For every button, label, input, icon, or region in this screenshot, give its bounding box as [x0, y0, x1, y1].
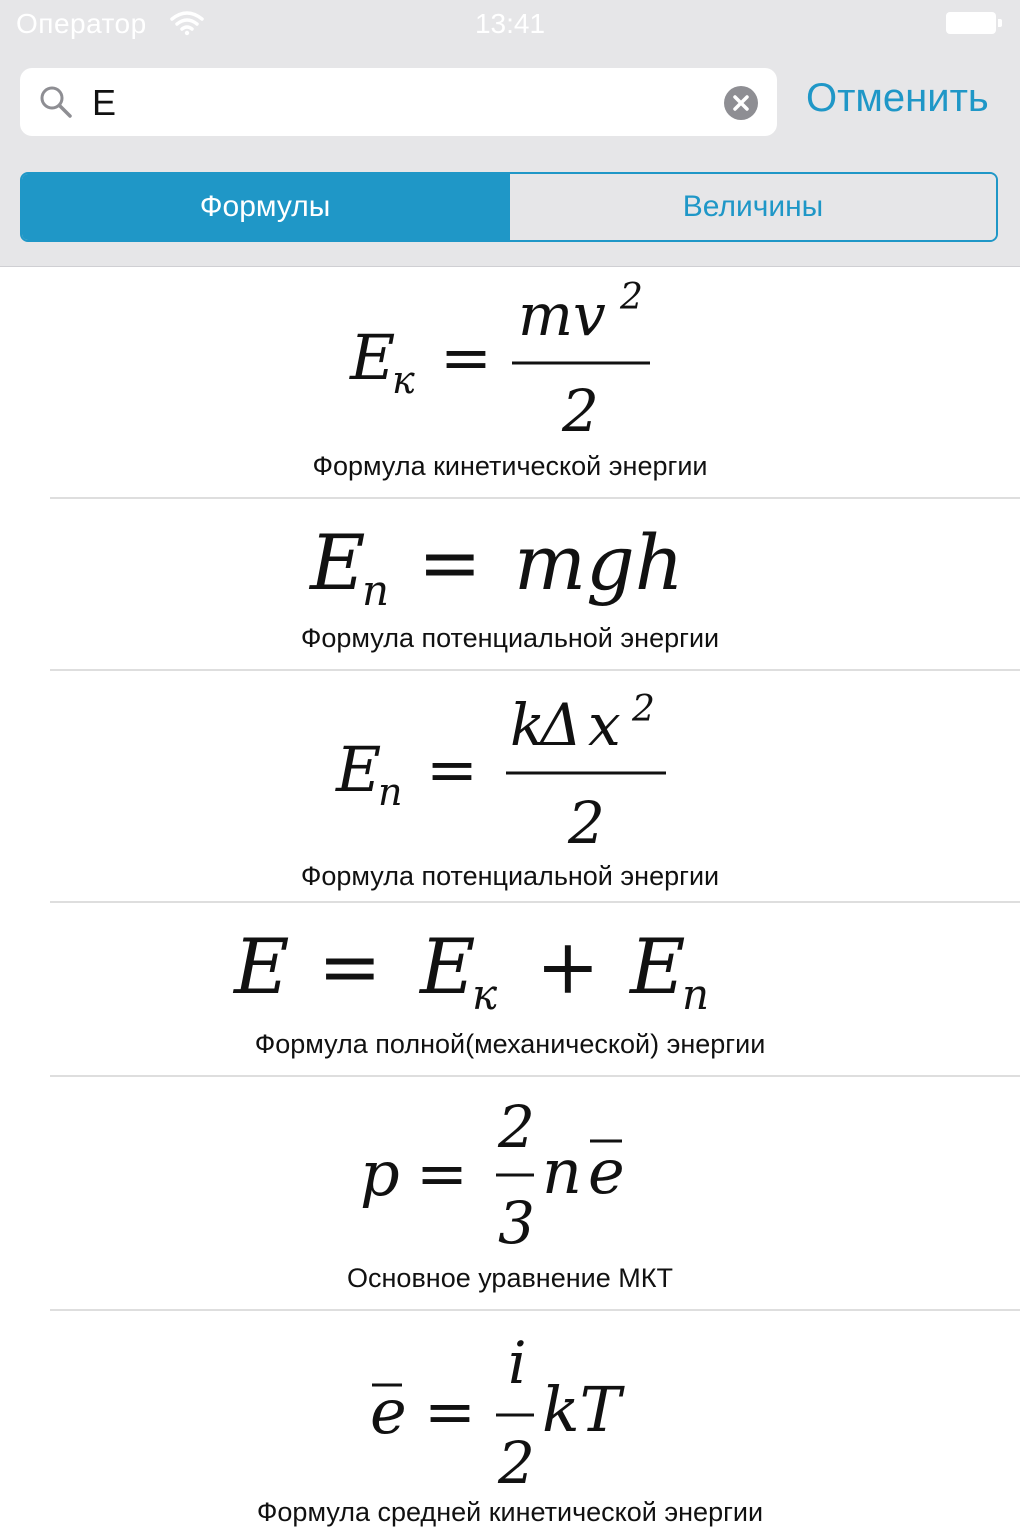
svg-text:=: = — [318, 922, 382, 1011]
svg-text:+: + — [536, 922, 600, 1011]
formula-potential-energy-spring — [0, 681, 1020, 851]
svg-text:=: = — [418, 518, 482, 607]
formula-graphic — [350, 1085, 670, 1255]
list-item[interactable] — [0, 267, 1020, 499]
formula-caption: Формула полной(механической) энергии — [254, 1029, 766, 1059]
svg-text:e: e — [588, 1135, 625, 1208]
svg-text:E: E — [350, 321, 396, 394]
status-bar — [0, 0, 1020, 50]
svg-text:=: = — [416, 1137, 468, 1210]
svg-text:=: = — [426, 733, 478, 806]
formula-mean-kinetic-energy — [0, 1321, 1020, 1491]
search-query[interactable]: E — [92, 82, 117, 123]
svg-text:2: 2 — [632, 689, 655, 730]
search-icon — [38, 84, 74, 125]
formula-total-energy — [0, 917, 1020, 1017]
svg-text:i: i — [508, 1329, 527, 1397]
navigation-header — [0, 0, 1020, 267]
list-item[interactable] — [0, 499, 1020, 671]
formula-caption: Формула кинетической энергии — [312, 451, 708, 481]
svg-text:x: x — [588, 691, 621, 759]
svg-text:e: e — [370, 1375, 407, 1448]
svg-text:mgh: mgh — [514, 518, 684, 607]
carrier-label: Оператор — [16, 8, 147, 39]
svg-text:mv: mv — [518, 281, 606, 349]
formula-caption: Формула средней кинетической энергии — [256, 1497, 764, 1527]
tab-quantities[interactable]: Величины — [508, 174, 996, 240]
svg-text:k: k — [510, 691, 546, 759]
svg-text:Δ: Δ — [540, 691, 582, 759]
svg-text:2: 2 — [562, 377, 599, 445]
cancel-button[interactable]: Отменить — [806, 76, 989, 120]
formula-mkt-equation — [0, 1085, 1020, 1255]
svg-text:=: = — [440, 321, 492, 394]
svg-text:п: п — [682, 970, 710, 1017]
formula-graphic — [300, 513, 720, 613]
battery-icon — [946, 12, 996, 34]
svg-text:2: 2 — [498, 1093, 535, 1161]
formula-graphic — [300, 279, 720, 449]
svg-text:к: к — [472, 970, 498, 1017]
formula-kinetic-energy — [0, 279, 1020, 449]
svg-text:к: к — [392, 358, 415, 402]
formula-graphic — [300, 681, 720, 851]
segmented-control — [20, 172, 998, 242]
formula-caption: Основное уравнение МКТ — [347, 1263, 673, 1293]
clock: 13:41 — [474, 8, 546, 39]
list-item[interactable] — [0, 1311, 1020, 1530]
list-item[interactable] — [0, 671, 1020, 903]
svg-text:п: п — [378, 770, 403, 814]
formula-graphic — [350, 1321, 670, 1491]
formula-caption: Формула потенциальной энергии — [300, 623, 720, 653]
svg-text:=: = — [424, 1375, 476, 1448]
svg-text:E: E — [336, 733, 382, 806]
svg-text:2: 2 — [620, 279, 643, 318]
svg-text:E: E — [420, 922, 476, 1011]
svg-text:E: E — [630, 922, 686, 1011]
svg-text:2: 2 — [568, 789, 605, 851]
formula-potential-energy-gravity — [0, 513, 1020, 613]
clear-icon[interactable] — [723, 85, 759, 121]
formula-graphic — [230, 917, 790, 1017]
search-input[interactable] — [20, 68, 777, 136]
svg-text:p: p — [360, 1137, 400, 1210]
list-item[interactable] — [0, 1077, 1020, 1311]
svg-text:E: E — [234, 922, 290, 1011]
svg-text:n: n — [542, 1135, 582, 1208]
svg-text:kT: kT — [542, 1373, 621, 1446]
svg-text:E: E — [310, 518, 366, 607]
list-item[interactable] — [0, 903, 1020, 1077]
formula-caption: Формула потенциальной энергии — [300, 861, 720, 891]
svg-text:п: п — [362, 566, 390, 613]
svg-text:3: 3 — [498, 1189, 535, 1255]
tab-formulas[interactable]: Формулы — [22, 174, 508, 240]
svg-text:2: 2 — [498, 1429, 535, 1491]
